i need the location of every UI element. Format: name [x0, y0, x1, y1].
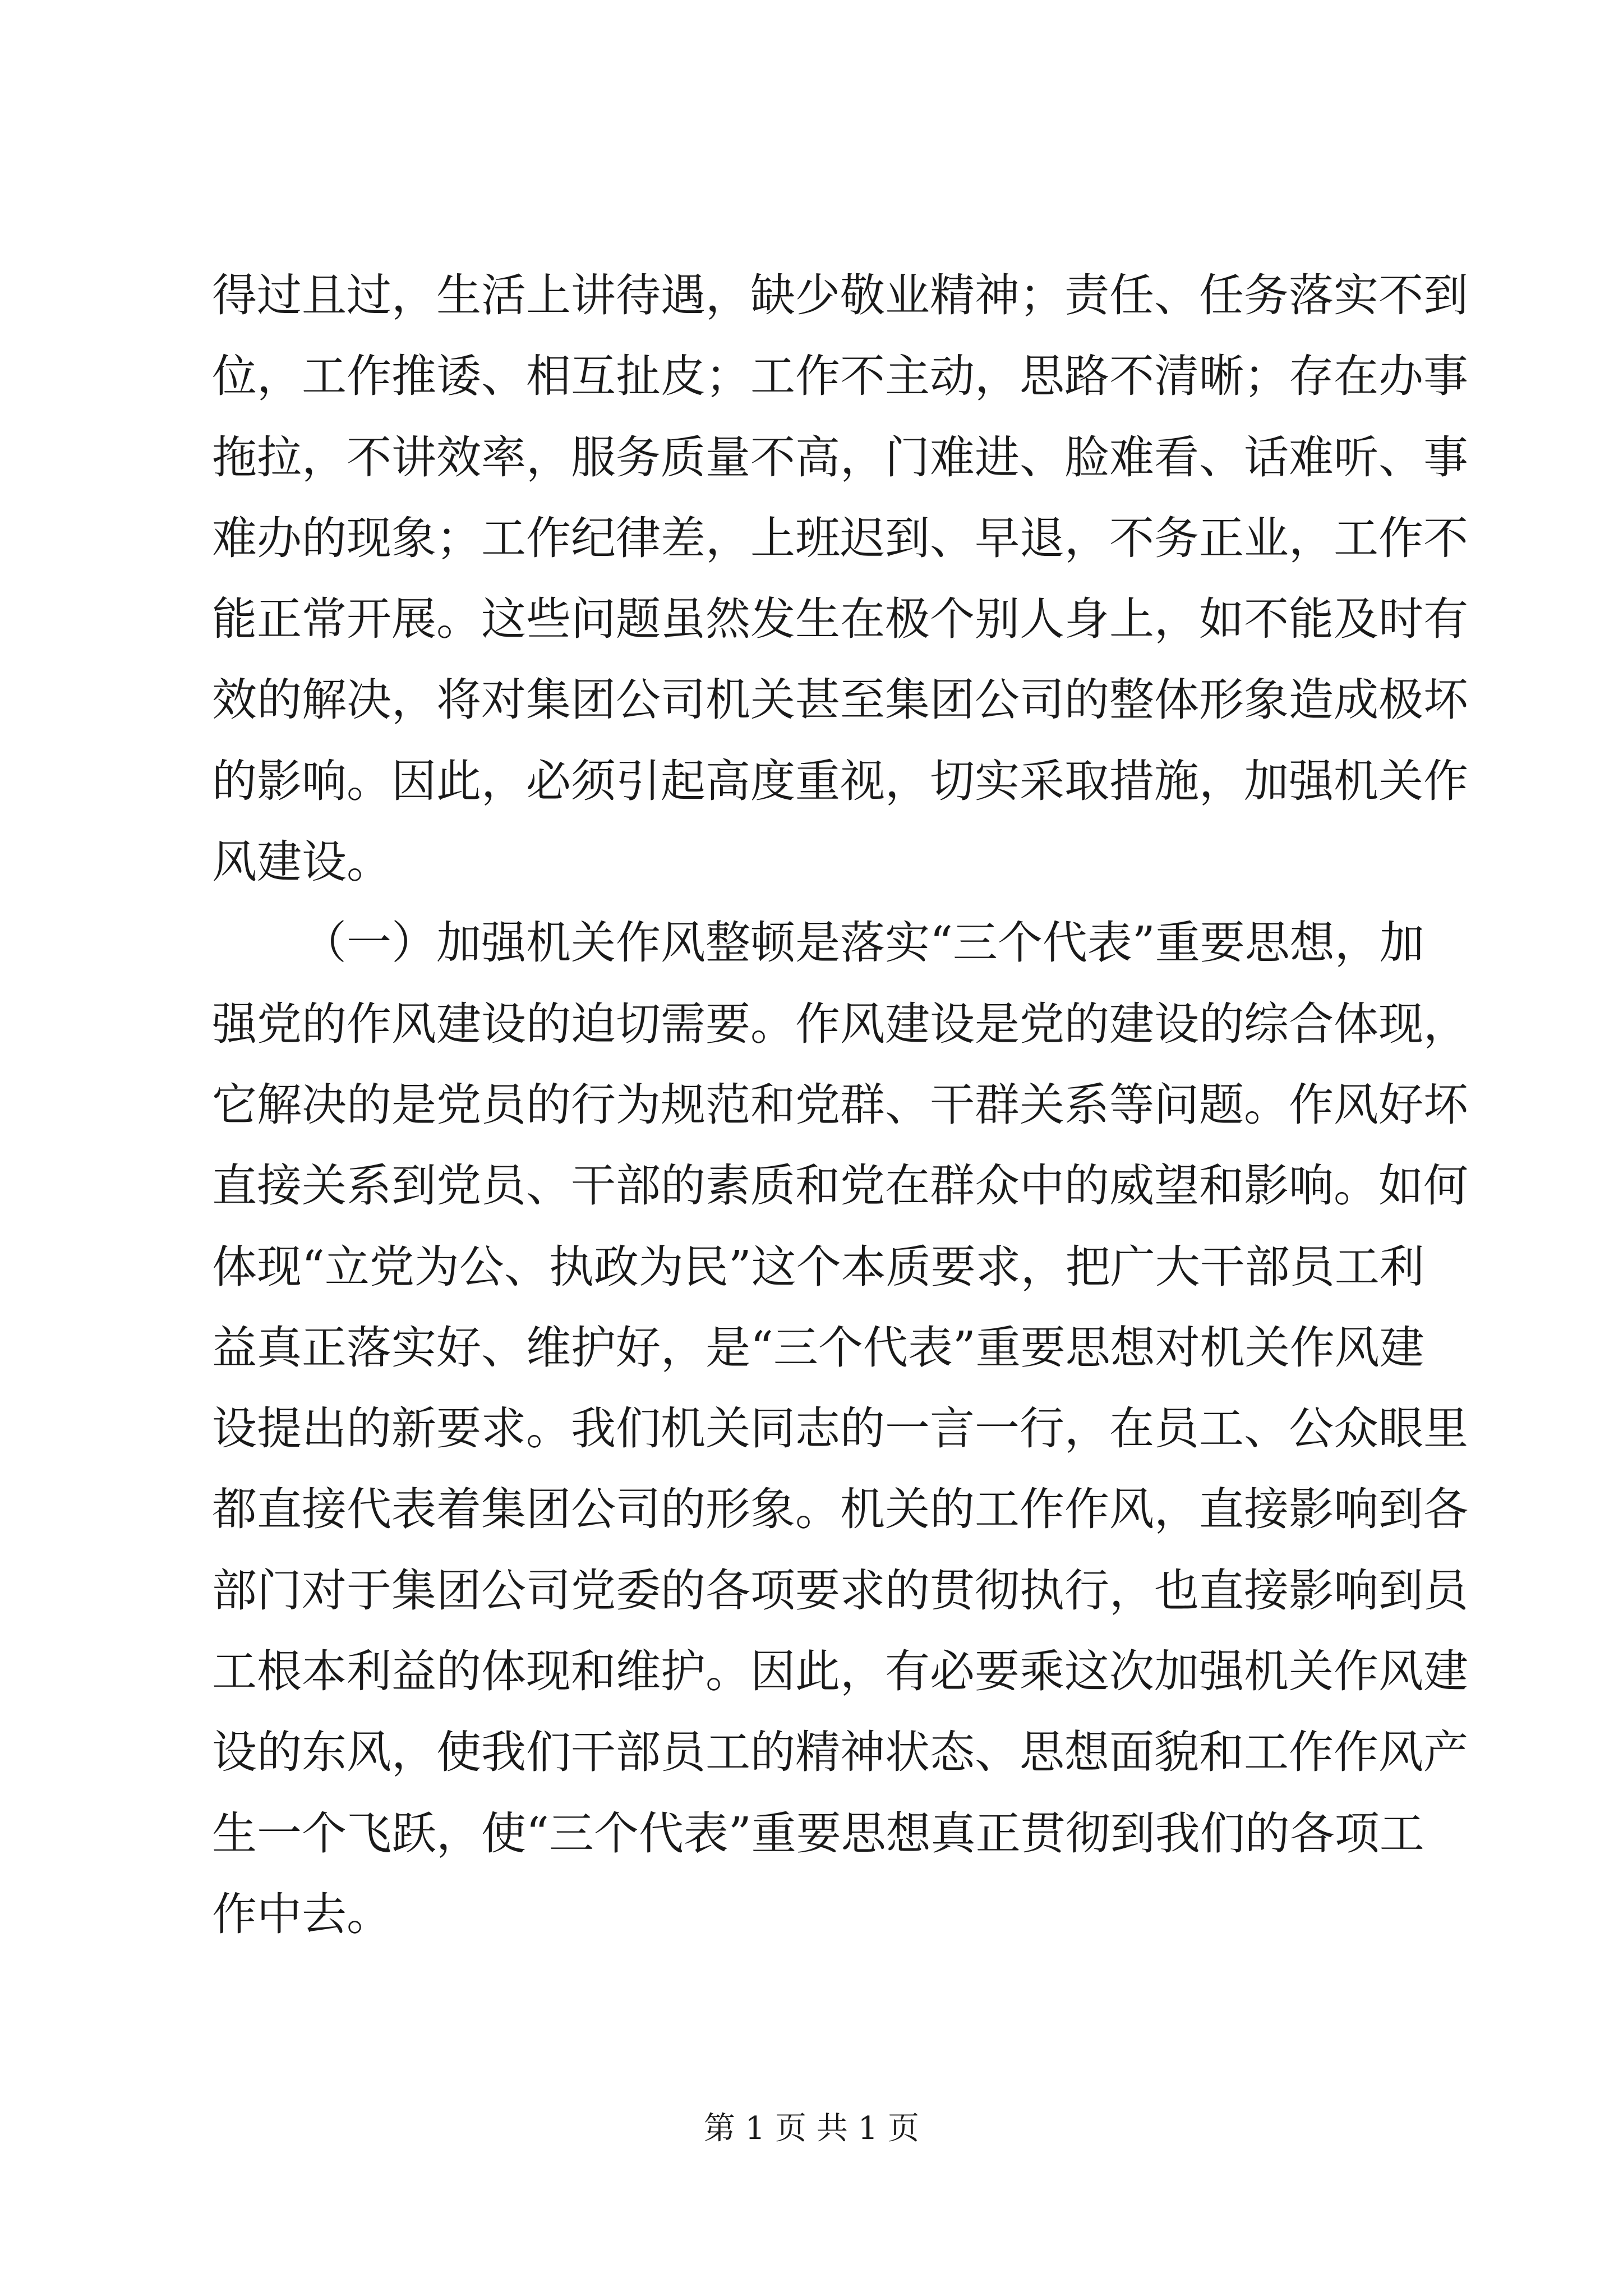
text-line: 能正常开展。这些问题虽然发生在极个别人身上，如不能及时有 [212, 593, 1468, 646]
text-line: 拖拉，不讲效率，服务质量不高，门难进、脸难看、话难听、事 [212, 431, 1468, 484]
text-line: 的影响。因此，必须引起高度重视，切实采取措施，加强机关作 [212, 754, 1468, 807]
text-line: 风建设。 [212, 836, 391, 889]
text-line: 得过且过，生活上讲待遇，缺少敬业精神；责任、任务落实不到 [212, 269, 1468, 321]
text-line: 它解决的是党员的行为规范和党群、干群关系等问题。作风好坏 [212, 1078, 1468, 1131]
text-line: 作中去。 [212, 1888, 391, 1940]
text-line: 位，工作推诿、相互扯皮；工作不主动，思路不清晰；存在办事 [212, 350, 1468, 403]
text-line: 设的东风，使我们干部员工的精神状态、思想面貌和工作作风产 [212, 1726, 1468, 1779]
page-footer: 第 1 页 共 1 页 [703, 2110, 920, 2147]
text-line: 益真正落实好、维护好，是“三个代表”重要思想对机关作风建 [212, 1321, 1424, 1374]
text-line: 都直接代表着集团公司的形象。机关的工作作风，直接影响到各 [212, 1483, 1468, 1536]
text-line: 体现“立党为公、执政为民”这个本质要求，把广大干部员工利 [212, 1240, 1424, 1293]
text-line: 直接关系到党员、干部的素质和党在群众中的威望和影响。如何 [212, 1159, 1468, 1212]
text-line: 设提出的新要求。我们机关同志的一言一行，在员工、公众眼里 [212, 1402, 1468, 1455]
text-line: 难办的现象；工作纪律差，上班迟到、早退，不务正业，工作不 [212, 512, 1468, 564]
text-line: 效的解决，将对集团公司机关甚至集团公司的整体形象造成极坏 [212, 674, 1468, 726]
text-line: 生一个飞跃，使“三个代表”重要思想真正贯彻到我们的各项工 [212, 1807, 1424, 1860]
text-line: （一）加强机关作风整顿是落实“三个代表”重要思想，加 [302, 917, 1424, 969]
text-line: 强党的作风建设的迫切需要。作风建设是党的建设的综合体现， [212, 997, 1468, 1050]
text-line: 部门对于集团公司党委的各项要求的贯彻执行，也直接影响到员 [212, 1564, 1468, 1617]
document-body [212, 255, 1468, 1955]
text-line: 工根本利益的体现和维护。因此，有必要乘这次加强机关作风建 [212, 1645, 1468, 1698]
